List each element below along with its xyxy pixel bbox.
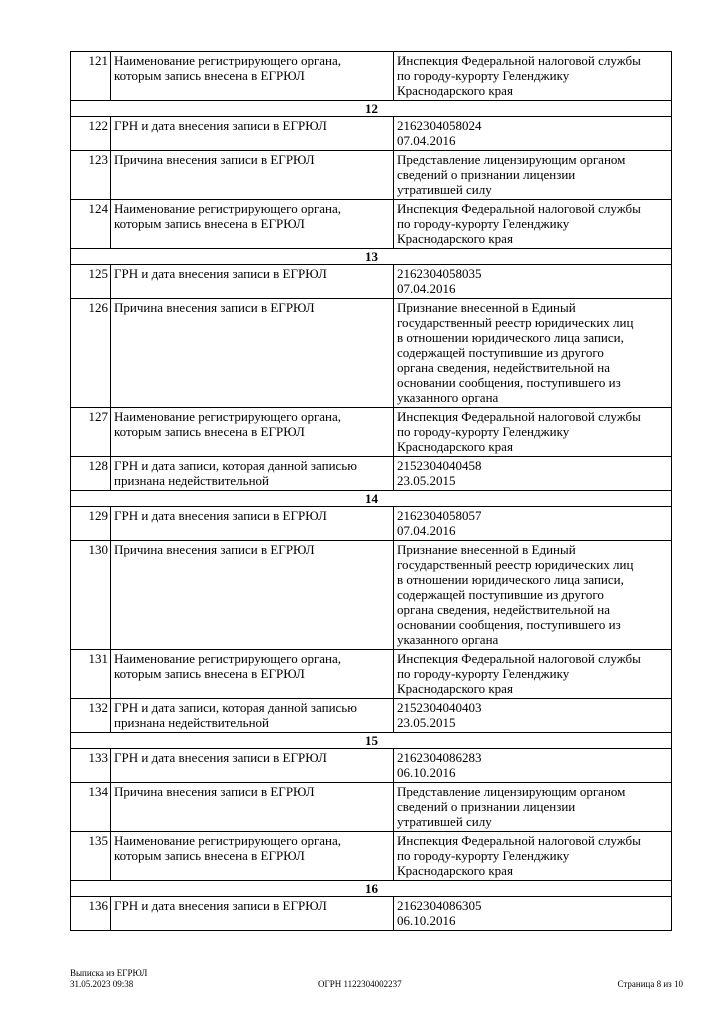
field-label-line: ГРН и дата внесения записи в ЕГРЮЛ	[114, 118, 327, 133]
row-number: 132	[71, 699, 111, 733]
field-label-line: ГРН и дата внесения записи в ЕГРЮЛ	[114, 266, 327, 281]
field-value	[394, 650, 672, 699]
row-number: 126	[71, 299, 111, 408]
field-value-line: сведений о признании лицензии	[397, 167, 576, 182]
field-value	[394, 783, 672, 832]
row-number: 130	[71, 541, 111, 650]
field-value	[394, 699, 672, 733]
field-value-line: 2162304058057	[397, 508, 482, 523]
field-value	[394, 200, 672, 249]
field-value-line: содержащей поступившие из другого	[397, 345, 604, 360]
field-label-line: Наименование регистрирующего органа,	[114, 651, 342, 666]
field-label-line: ГРН и дата записи, которая данной записью	[114, 458, 357, 473]
field-label-line: ГРН и дата внесения записи в ЕГРЮЛ	[114, 508, 327, 523]
field-label	[111, 408, 394, 457]
field-label-line: Причина внесения записи в ЕГРЮЛ	[114, 784, 315, 799]
section-number: 15	[71, 733, 672, 749]
table-row	[71, 541, 672, 650]
field-value-line: по городу-курорту Геленджику	[397, 216, 570, 231]
field-label	[111, 832, 394, 881]
row-number: 122	[71, 117, 111, 151]
field-value-line: Краснодарского края	[397, 439, 513, 454]
field-value-line: Инспекция Федеральной налоговой службы	[397, 651, 641, 666]
table-row	[71, 783, 672, 832]
field-label-line: которым запись внесена в ЕГРЮЛ	[114, 848, 305, 863]
field-value-line: 07.04.2016	[397, 133, 456, 148]
field-value-line: 23.05.2015	[397, 715, 456, 730]
field-value	[394, 507, 672, 541]
field-value-line: 2162304058024	[397, 118, 482, 133]
field-label	[111, 52, 394, 101]
field-value	[394, 151, 672, 200]
section-header-row	[71, 733, 672, 749]
table-row	[71, 749, 672, 783]
footer-doc-title: Выписка из ЕГРЮЛ	[70, 968, 148, 978]
field-label-line: ГРН и дата записи, которая данной записью	[114, 700, 357, 715]
table-row	[71, 52, 672, 101]
field-value-line: Краснодарского края	[397, 681, 513, 696]
table-row	[71, 200, 672, 249]
field-label-line: Наименование регистрирующего органа,	[114, 833, 342, 848]
field-value-line: Краснодарского края	[397, 863, 513, 878]
field-label	[111, 200, 394, 249]
footer-datetime: 31.05.2023 09:38	[70, 979, 134, 989]
egrul-table-body	[71, 52, 672, 931]
field-value-line: Представление лицензирующим органом	[397, 152, 626, 167]
field-value-line: по городу-курорту Геленджику	[397, 424, 570, 439]
field-label	[111, 541, 394, 650]
field-label-line: ГРН и дата внесения записи в ЕГРЮЛ	[114, 750, 327, 765]
table-row	[71, 832, 672, 881]
table-row	[71, 699, 672, 733]
field-value-line: 2152304040403	[397, 700, 482, 715]
field-label-line: которым запись внесена в ЕГРЮЛ	[114, 68, 305, 83]
field-label-line: Наименование регистрирующего органа,	[114, 201, 342, 216]
field-value-line: основании сообщения, поступившего из	[397, 617, 621, 632]
field-value-line: утратившей силу	[397, 814, 492, 829]
field-value	[394, 832, 672, 881]
field-value	[394, 265, 672, 299]
field-value-line: 07.04.2016	[397, 281, 456, 296]
field-value-line: Признание внесенной в Единый	[397, 542, 576, 557]
field-label-line: Причина внесения записи в ЕГРЮЛ	[114, 542, 315, 557]
table-row	[71, 457, 672, 491]
field-value-line: государственный реестр юридических лиц	[397, 557, 634, 572]
field-label	[111, 507, 394, 541]
field-label-line: признана недействительной	[114, 473, 269, 488]
table-row	[71, 265, 672, 299]
row-number: 124	[71, 200, 111, 249]
field-value	[394, 52, 672, 101]
section-header-row	[71, 491, 672, 507]
field-label	[111, 457, 394, 491]
field-value	[394, 457, 672, 491]
field-label	[111, 699, 394, 733]
row-number: 121	[71, 52, 111, 101]
field-label-line: которым запись внесена в ЕГРЮЛ	[114, 424, 305, 439]
field-label-line: Наименование регистрирующего органа,	[114, 409, 342, 424]
field-value-line: 07.04.2016	[397, 523, 456, 538]
section-header-row	[71, 101, 672, 117]
field-label	[111, 265, 394, 299]
field-value-line: органа сведения, недействительной на	[397, 360, 610, 375]
field-value-line: в отношении юридического лица записи,	[397, 330, 624, 345]
field-label	[111, 897, 394, 931]
section-number: 16	[71, 881, 672, 897]
footer-ogrn: ОГРН 1122304002237	[318, 979, 402, 989]
row-number: 123	[71, 151, 111, 200]
field-label-line: ГРН и дата внесения записи в ЕГРЮЛ	[114, 898, 327, 913]
table-row	[71, 299, 672, 408]
section-header-row	[71, 881, 672, 897]
footer-page-number: Страница 8 из 10	[617, 979, 683, 989]
field-label	[111, 299, 394, 408]
field-value	[394, 897, 672, 931]
table-row	[71, 151, 672, 200]
section-number: 12	[71, 101, 672, 117]
field-value-line: 06.10.2016	[397, 913, 456, 928]
field-value-line: Представление лицензирующим органом	[397, 784, 626, 799]
field-value-line: содержащей поступившие из другого	[397, 587, 604, 602]
row-number: 135	[71, 832, 111, 881]
field-value-line: органа сведения, недействительной на	[397, 602, 610, 617]
field-value-line: государственный реестр юридических лиц	[397, 315, 634, 330]
field-value-line: по городу-курорту Геленджику	[397, 666, 570, 681]
field-value-line: сведений о признании лицензии	[397, 799, 576, 814]
row-number: 134	[71, 783, 111, 832]
field-value-line: 2162304086305	[397, 898, 482, 913]
field-label-line: которым запись внесена в ЕГРЮЛ	[114, 216, 305, 231]
field-value-line: указанного органа	[397, 390, 499, 405]
row-number: 136	[71, 897, 111, 931]
field-value-line: Инспекция Федеральной налоговой службы	[397, 53, 641, 68]
field-value-line: 06.10.2016	[397, 765, 456, 780]
row-number: 128	[71, 457, 111, 491]
field-label-line: Причина внесения записи в ЕГРЮЛ	[114, 300, 315, 315]
field-value-line: утратившей силу	[397, 182, 492, 197]
field-value-line: 2152304040458	[397, 458, 482, 473]
egrul-table	[70, 51, 672, 931]
field-value-line: 2162304058035	[397, 266, 482, 281]
field-value-line: Признание внесенной в Единый	[397, 300, 576, 315]
field-value	[394, 749, 672, 783]
row-number: 125	[71, 265, 111, 299]
field-value-line: 2162304086283	[397, 750, 482, 765]
field-label-line: Наименование регистрирующего органа,	[114, 53, 342, 68]
field-value-line: Инспекция Федеральной налоговой службы	[397, 201, 641, 216]
field-value-line: Инспекция Федеральной налоговой службы	[397, 833, 641, 848]
field-value-line: по городу-курорту Геленджику	[397, 68, 570, 83]
section-number: 14	[71, 491, 672, 507]
field-label-line: Причина внесения записи в ЕГРЮЛ	[114, 152, 315, 167]
field-value-line: в отношении юридического лица записи,	[397, 572, 624, 587]
table-row	[71, 117, 672, 151]
field-value-line: Краснодарского края	[397, 231, 513, 246]
field-value-line: основании сообщения, поступившего из	[397, 375, 621, 390]
table-row	[71, 897, 672, 931]
field-value	[394, 117, 672, 151]
field-value	[394, 299, 672, 408]
field-value	[394, 541, 672, 650]
field-label	[111, 650, 394, 699]
field-value-line: указанного органа	[397, 632, 499, 647]
row-number: 131	[71, 650, 111, 699]
field-value-line: Инспекция Федеральной налоговой службы	[397, 409, 641, 424]
section-header-row	[71, 249, 672, 265]
row-number: 129	[71, 507, 111, 541]
row-number: 133	[71, 749, 111, 783]
field-value-line: 23.05.2015	[397, 473, 456, 488]
field-value-line: по городу-курорту Геленджику	[397, 848, 570, 863]
table-row	[71, 408, 672, 457]
row-number: 127	[71, 408, 111, 457]
footer-left	[70, 968, 147, 990]
table-row	[71, 507, 672, 541]
field-label-line: признана недействительной	[114, 715, 269, 730]
field-value-line: Краснодарского края	[397, 83, 513, 98]
section-number: 13	[71, 249, 672, 265]
field-label	[111, 117, 394, 151]
table-row	[71, 650, 672, 699]
field-value	[394, 408, 672, 457]
field-label-line: которым запись внесена в ЕГРЮЛ	[114, 666, 305, 681]
field-label	[111, 151, 394, 200]
field-label	[111, 749, 394, 783]
field-label	[111, 783, 394, 832]
